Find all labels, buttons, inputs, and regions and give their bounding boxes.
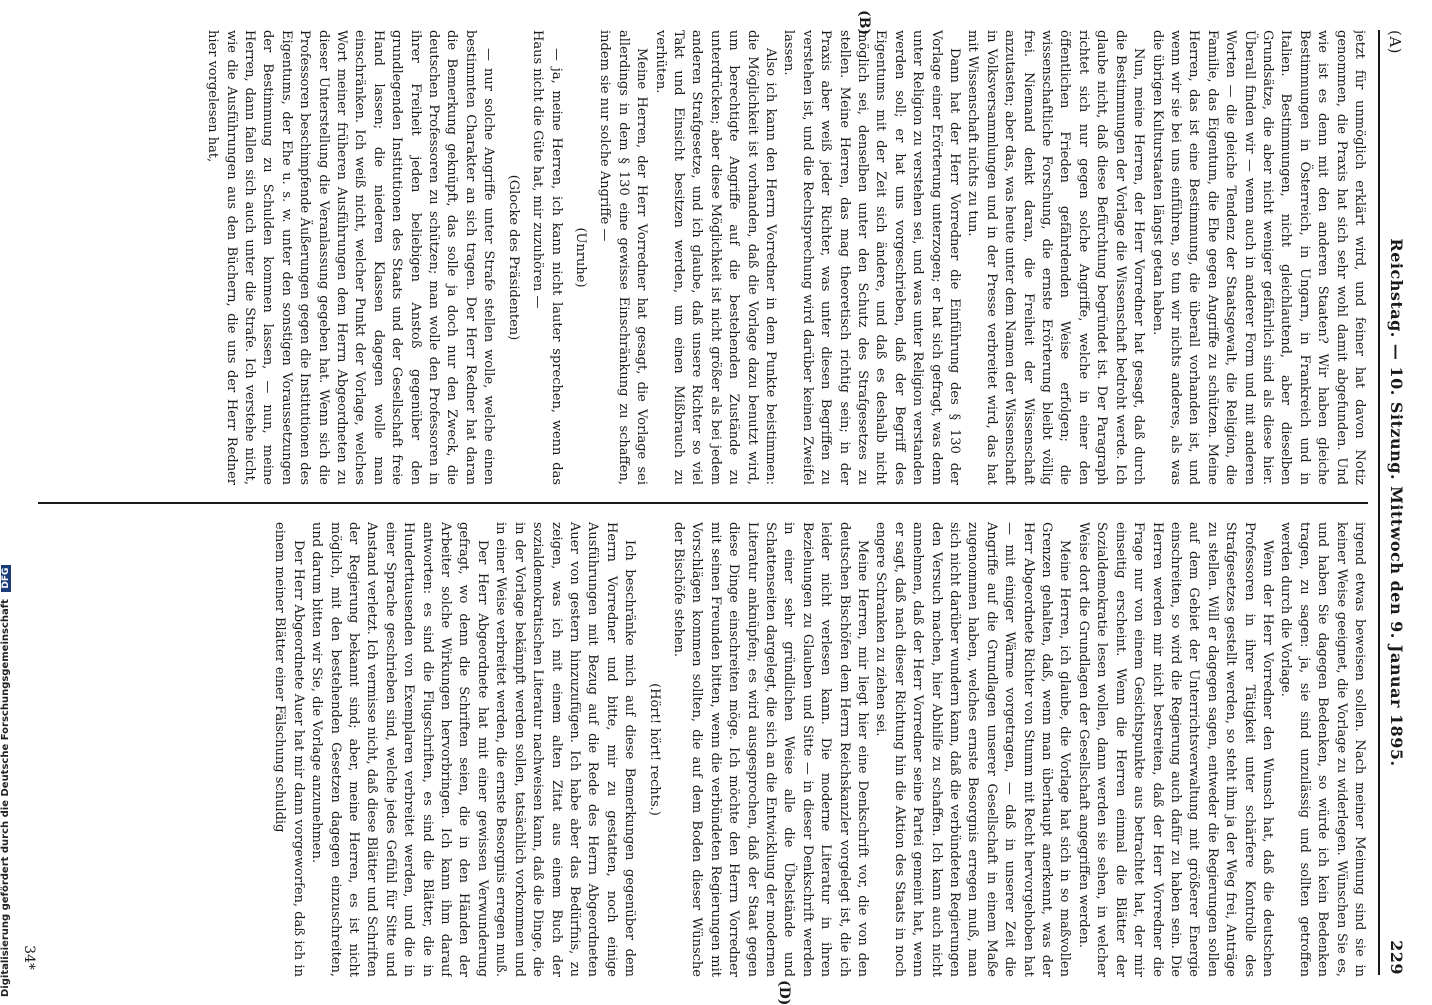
paragraph: Der Herr Abgeordnete Auer hat mir dann vorgeworfen, daß ich in einem meiner Blätter einer Fälschung schuldig: [272, 522, 306, 977]
left-text-column: [43, 30, 1368, 485]
column-letter-a: (A): [1386, 30, 1404, 55]
paragraph: Dann hat der Herr Vorredner die Einführung des § 130 der Vorlage einer Erörterung unterzogen; er hat sich gefragt, was denn unter Religion zu verstehen sei, und was unter Religion verstanden werden soll; er hat uns vorgeschrieben, daß der Begriff des Eigentums mit der Zeit sich ändere, und daß es deshalb nicht möglich sei, denselben unter den Schutz des Strafgesetzes zu stellen. Meine Herren, das mag theoretisch richtig sein; in der Praxis aber weiß jeder Richter, was unter diesen Begriffen zu verstehen ist, und die Rechtsprechung wird darüber keinen Zweifel lassen.: [781, 30, 963, 485]
signature-mark: 34*: [21, 945, 37, 970]
column-divider: [38, 502, 1368, 504]
dfg-logo-badge: DFG: [1, 565, 11, 592]
interjection-president-bell: (Glocke des Präsidenten): [505, 174, 521, 341]
margin-letter-d: (D): [776, 980, 792, 1005]
paragraph: Nun, meine Herren, der Herr Vorredner hat gesagt, daß durch die Bestimmungen der Vorlage die Wissenschaft bedroht werde. Ich glaube nicht, daß diese Befürchtung begründet ist. Der Paragraph richtet sich nur gegen solche Angriffe, welche in einer den öffentlichen Frieden gefährdenden Weise erfolgen; die wissenschaftliche Forschung, die ernste Erörterung bleibt völlig frei. Niemand denkt daran, die Freiheit der Wissenschaft anzutasten; aber das, was heute unter dem Namen der Wissenschaft in Volksversammlungen und in der Presse verbreitet wird, das hat mit Wissenschaft nichts zu tun.: [965, 30, 1147, 485]
paragraph: Wenn der Herr Vorredner den Wunsch hat, daß die deutschen Professoren in ihrer Tätigkeit unter schärfere Kontrolle des Strafgesetzes gestellt werden, so steht ihm ja der Weg frei, Anträge zu stellen. Will er dagegen sagen, entweder die Regierungen sollen auf dem Gebiet der Unterrichtsverwaltung mit größerer Energie einschreiten, so wird die Regierung auch dafür zu haben sein. Die Herren werden mir nicht bestreiten, daß der Herr Vorredner die Frage nur von einem Gesichtspunkte aus betrachtet hat, der mir einseitig erscheint. Wenn die Herren einmal die Blätter der Sozialdemokratie lesen wollen, dann werden sie sehen, in welcher Weise dort die Grundlagen der Gesellschaft angegriffen werden.: [1075, 522, 1275, 977]
paragraph: irgend etwas beweisen sollen. Nach meiner Meinung sind sie in keiner Weise geeignet, die Vorlage zu widerlegen. Wünschen Sie es, und haben Sie dagegen Bedenken, so würde ich kein Bedenken tragen, zu sagen: ja, sie sind unzulässig und sollten getroffen werden durch die Vorlage.: [1278, 522, 1367, 977]
margin-letter-b: (B): [856, 10, 872, 36]
digitization-note: [0, 0, 14, 997]
paragraph: — ja, meine Herren, ich kann nicht lauter sprechen, wenn das Haus nicht die Güte hat, mir zuzuhören —: [530, 30, 564, 485]
page-header: [1378, 30, 1408, 975]
page-number: 229: [1387, 940, 1406, 975]
paragraph: Also ich kann den Herrn Vorredner in dem Punkte beistimmen: die Möglichkeit ist vorhanden, daß die Vorlage dazu benutzt wird, um berechtigte Angriffe auf die bestehenden Zustände zu unterdrücken; aber diese Möglichkeit ist nicht größer als bei jedem anderen Strafgesetze, und ich glaube, daß unsere Richter so viel Takt und Einsicht besitzen werden, um einen Mißbrauch zu verhüten.: [652, 30, 778, 485]
right-text-column: [43, 522, 1368, 977]
paragraph: Meine Herren, mir liegt hier eine Denkschrift vor, die von den deutschen Bischöfen dem Herrn Reichskanzler vorgelegt ist, die ich leider nicht verlesen kann. Die moderne Literatur in ihren Beziehungen zu Glauben und Sitte — in dieser Denkschrift werden in einer sehr gründlichen Weise alle die Übelstände und Schattenseiten dargelegt, die sich an die Entwicklung der modernen Literatur anknüpfen; es wird ausgesprochen, daß der Staat gegen diese Dinge einschreiten möge. Ich möchte den Herrn Vorredner mit seinen Freunden bitten, wenn die verbündeten Regierungen mit Vorschlägen kommen sollten, die auf dem Boden dieser Wünsche der Bischöfe stehen.: [670, 522, 871, 977]
page-title: Reichstag. — 10. Sitzung. Mittwoch den 9. Januar 1895.: [1387, 238, 1406, 767]
paragraph: Meine Herren, ich glaube, die Vorlage hat sich in so maßvollen Grenzen gehalten, daß, wenn man überhaupt anerkennt, was der Herr Abgeordnete Richter von Stumm mit Recht hervorgehoben hat — mit einiger Wärme vorgetragen, — daß in unserer Zeit die Angriffe auf die Grundlagen unserer Gesellschaft in einem Maße zugenommen haben, welches ernste Besorgnis erregen muß, man sich nicht darüber wundern kann, daß die verbündeten Regierungen den Versuch machen, hier Abhilfe zu schaffen. Ich kann auch nicht annehmen, daß der Herr Vorredner seine Partei gemeint hat, wenn er sagt, daß nach dieser Richtung hin die Aktion des Staats in noch engere Schranken zu ziehen sei.: [873, 522, 1073, 977]
digitization-strip: [0, 0, 14, 1000]
interjection-hear-hear: (Hört! hört! rechts.): [646, 683, 662, 816]
header-rule: [1378, 30, 1380, 975]
paragraph: — nur solche Angriffe unter Strafe stellen wolle, welche einen bestimmten Charakter an sich tragen. Der Herr Redner hat daran die Bemerkung geknüpft, das solle ja doch nur den Zweck, die deutschen Professoren zu schützen; man wolle den Professoren in ihrer Freiheit jeden beliebigen Anstoß gegenüber den grundlegenden Institutionen des Staats und der Gesellschaft freie Hand lassen; die niederen Klassen dagegen wolle man einschränken. Ich weiß nicht, welcher Punkt der Vorlage, welches Wort meiner früheren Ausführungen dem Herrn Abgeordneten zu dieser Unterstellung die Veranlassung gegeben hat. Wenn sich die Professoren beschimpfende Äußerungen gegen die Institutionen des Eigentums, der Ehe u. s. w. unter den sonstigen Voraussetzungen der Bestimmung zu Schulden kommen lassen, — nun, meine Herren, dann fallen sich auch unter die Strafe. Ich verstehe nicht, wie die Ausführungen aus den Büchern, die uns der Herr Redner hier vorgelesen hat,: [205, 30, 497, 485]
paragraph: jetzt für unmöglich erklärt wird, und feiner hat davon Notiz genommen, die Praxis hat sich sehr wohl damit abgefunden. Und wie ist es denn mit den anderen Staaten? Wir haben gleiche Bestimmungen in Österreich, in Ungarn, in Frankreich und in Italien. Bestimmungen, nicht gleichlautend, aber dieselben Grundsätze, die aber nicht weniger gefährlich sind als diese hier. Überall finden wir — wenn auch in anderer Form und mit anderen Worten — die gleiche Tendenz der Staatsgewalt, die Religion, die Familie, das Eigentum, die Ehe gegen Angriffe zu schützen. Meine Herren, das ist eine Bestimmung, die überall vorhanden ist, und wenn wir sie bei uns einführen, so tun wir nichts anderes, als was die übrigen Kulturstaaten längst getan haben.: [1149, 30, 1367, 485]
digitization-text: Digitalisierung gefördert durch die Deutsche Forschungsgemeinschaft: [0, 599, 11, 997]
paragraph: Ich beschränke mich auf diese Bemerkungen gegenüber dem Herrn Vorredner und bitte, mir zu gestatten, noch einige Ausführungen mit Bezug auf die Rede des Herrn Abgeordneten Auer von gestern hinzuzufügen. Ich habe aber das Bedürfnis, zu zeigen, was ich mit einem alten Zitat aus einem Buch der sozialdemokratischen Literatur nachweisen kann, daß die Dinge, die in der Vorlage bekämpft werden sollen, tatsächlich vorkommen und in einer Weise verbreitet werden, die ernste Besorgnis erregen muß.: [493, 522, 638, 977]
paragraph: Der Herr Abgeordnete hat mit einer gewissen Verwunderung gefragt, wo denn die Schriften seien, die in den Händen der Arbeiter solche Wirkungen hervorbringen. Ich kann ihm darauf antworten: es sind die Flugschriften, es sind die Blätter, die in Hunderttausenden von Exemplaren verbreitet werden, und die in einer Sprache geschrieben sind, welche jedes Gefühl für Sitte und Anstand verletzt. Ich vermisse nicht, daß diese Blätter und Schriften der Regierung bekannt sind; aber, meine Herren, es ist nicht möglich, mit den bestehenden Gesetzen dagegen einzuschreiten, und darum bitten wir Sie, die Vorlage anzunehmen.: [309, 522, 490, 977]
paragraph: Meine Herren, der Herr Vorredner hat gesagt, die Vorlage sei allerdings in dem § 130 eine gewisse Einschränkung zu schaffen, indem sie nur solche Angriffe —: [597, 30, 650, 485]
interjection-unrest: (Unruhe): [572, 227, 588, 288]
